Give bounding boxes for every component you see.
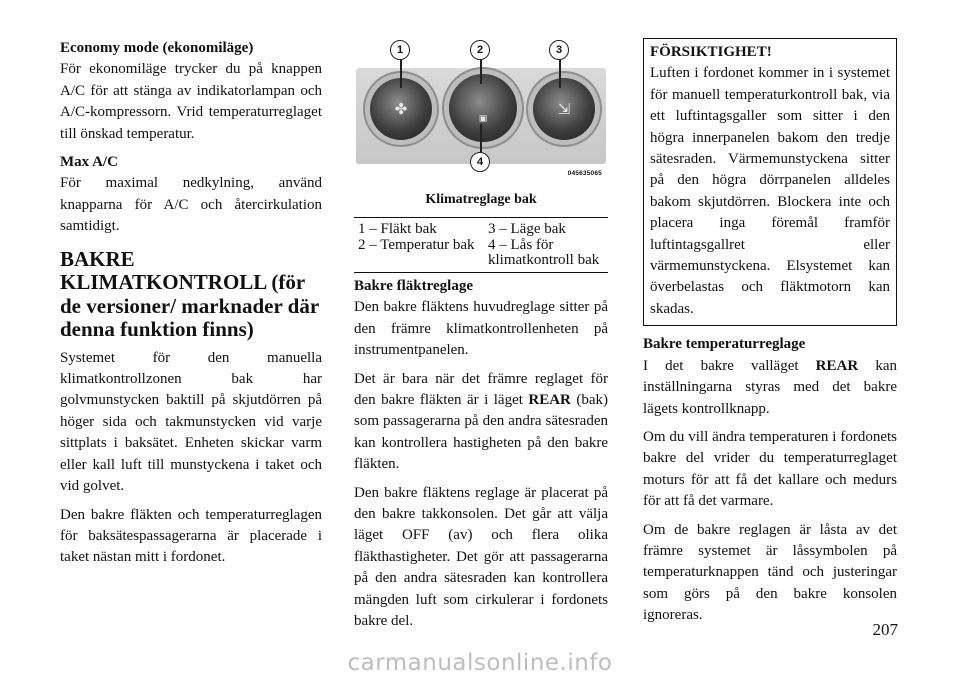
rear-temp-paragraph-3: Om de bakre reglagen är låsta av det främre systemet är låssymbolen på temperaturknappen tänd och justeringar som görs på den bakre konsolen ignoreras. — [643, 521, 897, 624]
callout-2: 2 — [470, 40, 490, 60]
callout-line-4 — [480, 124, 482, 152]
text-run: Det är bara när det främre reglaget för den bakre fläkten är i läget — [354, 370, 608, 409]
rear-fan-paragraph-3: Den bakre fläktens reglage är placerat på den bakre takkonsolen. Det går att välja läget OFF (av) och flera olika fläkthastigheter. Det gör att passagerarna på den andra sätesraden kan kontrollera mängden luft som cirkulerar i fordonets bakre del. — [354, 484, 608, 630]
rear-climate-paragraph-2: Den bakre fläkten och temperaturreglagen för baksätespassagerarna är placerade i taket nästan mitt i fordonet. — [60, 506, 322, 566]
economy-section — [60, 38, 322, 145]
watermark: carmanualsonline.info — [347, 650, 613, 676]
text-run: (bak) som passagerarna på den andra sätesraden kan kontrollera hastigheten på den bakre fläkten. — [354, 392, 608, 473]
lock-icon: ▣ — [478, 114, 488, 124]
legend-item: 2 – Temperatur bak — [358, 236, 475, 253]
max-ac-section — [60, 152, 322, 238]
legend-item: 1 – Fläkt bak — [358, 221, 437, 237]
column-middle — [354, 276, 608, 640]
section-heading: BAKRE KLIMATKONTROLL (för de versioner/ marknader där denna funktion finns) — [60, 246, 319, 342]
rear-temp-section — [643, 334, 897, 420]
rear-keyword: REAR — [815, 357, 859, 374]
figure-legend — [354, 217, 608, 273]
callout-line-2 — [480, 58, 482, 84]
callout-4: 4 — [470, 152, 490, 172]
fan-icon: ✤ — [394, 100, 408, 118]
caution-body: Luften i fordonet kommer in i systemet för manuell temperaturkontroll bak, via ett luftintagsgaller som sitter i den högra innerpanelen bakom den tredje sätesraden. Värmemunstyckena sitter på den högra dörrpanelen alldeles bakom skjutdörren. Blockera inte och placera inga föremål framför luftintagsgallret eller värmemunstyckena. Elsystemet kan överbelastas och fläktmotorn kan skadas. — [650, 65, 890, 317]
max-ac-body: För maximal nedkylning, använd knapparna för A/C och återcirkulation samtidigt. — [60, 175, 322, 235]
rear-fan-section — [354, 276, 608, 362]
rear-fan-title: Bakre fläktreglage — [354, 278, 474, 294]
column-left — [60, 38, 322, 576]
callout-line-3 — [559, 58, 561, 88]
legend-item: 4 – Lås för klimatkontroll bak — [488, 236, 600, 268]
figure-caption: Klimatreglage bak — [425, 192, 537, 207]
economy-body: För ekonomiläge trycker du på knappen A/C för att stänga av indikatorlampan och A/C-kompressorn. Vrid temperaturreglaget till önskad temperatur. — [60, 61, 322, 142]
rear-temp-title: Bakre temperaturreglage — [643, 336, 806, 353]
image-code: 045635065 — [567, 170, 602, 177]
rear-climate-figure — [354, 38, 608, 273]
caution-title: FÖRSIKTIGHET! — [650, 44, 772, 60]
max-ac-title: Max A/C — [60, 154, 118, 171]
rear-fan-body-1: Den bakre fläktens huvudreglage sitter på den främre klimatkontrollenheten på instrumentpanelen. — [354, 299, 608, 359]
economy-title: Economy mode (ekonomiläge) — [60, 40, 254, 56]
legend-item: 3 – Läge bak — [488, 221, 566, 237]
callout-3: 3 — [549, 40, 569, 60]
callout-line-1 — [400, 58, 402, 88]
climate-controls-illustration — [354, 38, 608, 182]
column-right — [643, 38, 897, 634]
text-run: kan inställningarna styras med det bakre lägets kontrollknapp. — [643, 357, 897, 417]
caution-box — [643, 38, 897, 326]
rear-climate-paragraph-1: Systemet för den manuella klimatkontrollzonen bak har golvmunstycken baktill på skjutdörren på höger sida och takmunstycken vid varje sittplats i baksätet. Enheten skickar varm eller kall luft till munstyckena i taket och vid golvet. — [60, 349, 322, 495]
rear-temp-paragraph-2: Om du vill ändra temperaturen i fordonets bakre del vrider du temperaturreglaget moturs för att få det kallare och medurs för att få det varmare. — [643, 428, 897, 510]
callout-1: 1 — [390, 40, 410, 60]
rear-fan-paragraph-2 — [354, 369, 608, 476]
rear-keyword: REAR — [528, 392, 571, 409]
airflow-icon: ⇲ — [557, 100, 571, 118]
page-number: 207 — [872, 620, 898, 639]
rear-mode-knob — [533, 78, 595, 140]
rear-temperature-knob — [449, 74, 517, 142]
text-run: I det bakre valläget — [643, 357, 816, 374]
